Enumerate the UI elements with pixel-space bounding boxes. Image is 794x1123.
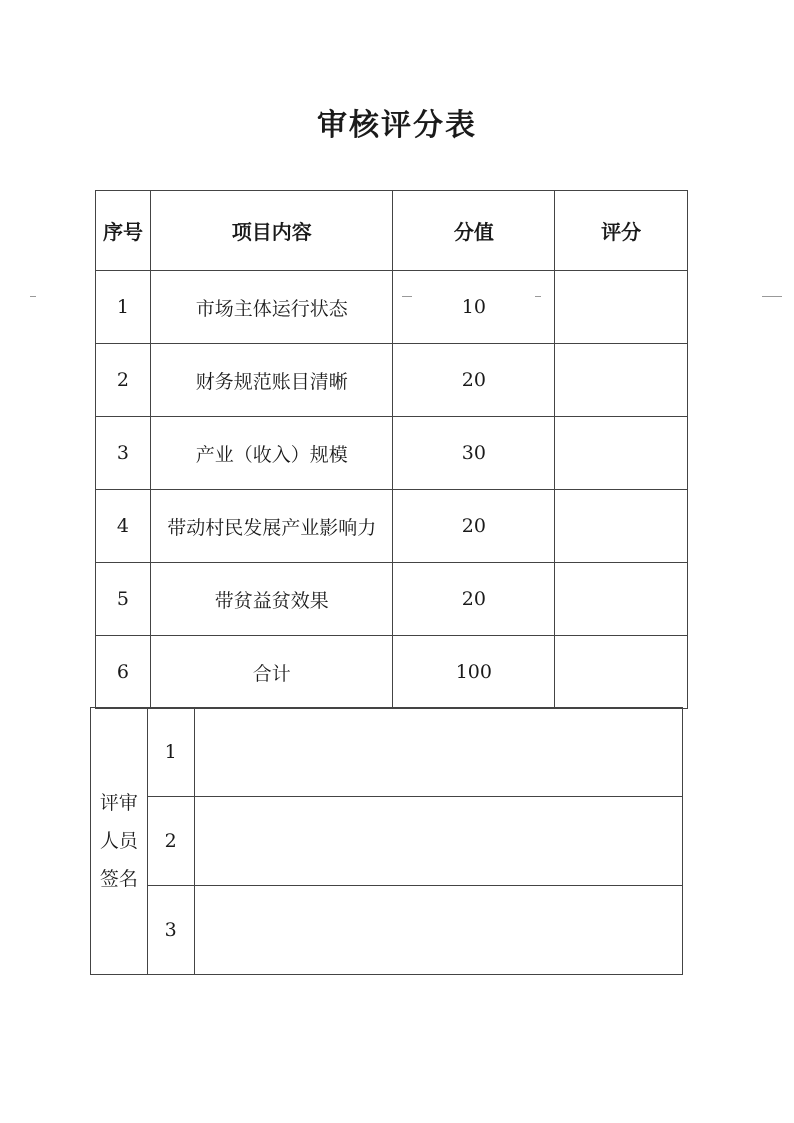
- signature-field[interactable]: [194, 886, 682, 975]
- row-index: 5: [96, 563, 151, 636]
- row-item: 带动村民发展产业影响力: [150, 490, 393, 563]
- scan-mark: [762, 296, 782, 297]
- row-score-cell[interactable]: [555, 417, 688, 490]
- signature-row: [91, 886, 683, 975]
- row-score-cell[interactable]: [555, 636, 688, 709]
- row-index: 3: [96, 417, 151, 490]
- row-value: 100: [393, 636, 555, 709]
- row-item: 合计: [150, 636, 393, 709]
- row-index: 4: [96, 490, 151, 563]
- row-value: 10: [393, 271, 555, 344]
- signature-field[interactable]: [194, 708, 682, 797]
- row-index: 1: [96, 271, 151, 344]
- row-index: 6: [96, 636, 151, 709]
- row-item: 财务规范账目清晰: [150, 344, 393, 417]
- signature-slot-number: 1: [147, 708, 194, 797]
- row-item: 产业（收入）规模: [150, 417, 393, 490]
- row-value: 20: [393, 344, 555, 417]
- row-value: 20: [393, 563, 555, 636]
- scan-mark: [30, 296, 36, 297]
- header-value: 分值: [393, 191, 555, 271]
- table-row: [96, 344, 688, 417]
- header-item: 项目内容: [150, 191, 393, 271]
- table-row: [96, 563, 688, 636]
- signature-label: [91, 708, 148, 975]
- signature-field[interactable]: [194, 797, 682, 886]
- row-item: 市场主体运行状态: [150, 271, 393, 344]
- table-row: [96, 417, 688, 490]
- row-index: 2: [96, 344, 151, 417]
- page-title: 审核评分表: [317, 108, 477, 143]
- signature-slot-number: 3: [147, 886, 194, 975]
- table-row-total: [96, 636, 688, 709]
- row-score-cell[interactable]: [555, 563, 688, 636]
- row-score-cell[interactable]: [555, 271, 688, 344]
- signature-row: [91, 797, 683, 886]
- scan-mark: [402, 296, 412, 297]
- header-score: 评分: [555, 191, 688, 271]
- table-row: [96, 271, 688, 344]
- table-header-row: [96, 191, 688, 271]
- signature-table: [90, 707, 683, 975]
- row-score-cell[interactable]: [555, 490, 688, 563]
- header-index: 序号: [96, 191, 151, 271]
- row-score-cell[interactable]: [555, 344, 688, 417]
- row-value: 20: [393, 490, 555, 563]
- table-row: [96, 490, 688, 563]
- signature-label-line: 人员: [99, 830, 138, 852]
- scan-mark: [535, 296, 541, 297]
- row-item: 带贫益贫效果: [150, 563, 393, 636]
- signature-label-line: 签名: [99, 868, 138, 890]
- row-value: 30: [393, 417, 555, 490]
- signature-label-line: 评审: [99, 792, 138, 814]
- score-table: [95, 190, 688, 709]
- signature-slot-number: 2: [147, 797, 194, 886]
- signature-row: [91, 708, 683, 797]
